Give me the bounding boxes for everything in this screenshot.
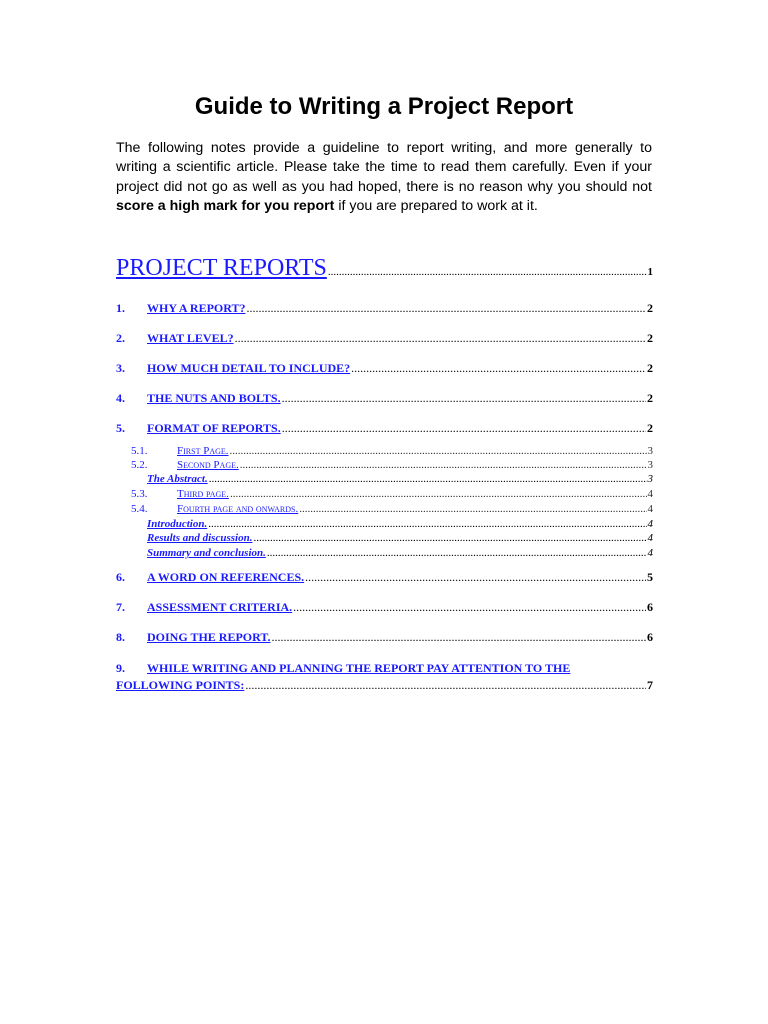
- toc-number: 9.: [116, 661, 125, 675]
- toc-leader-dots: [267, 547, 647, 559]
- toc-number: 5.1.: [131, 445, 148, 457]
- toc-link-results[interactable]: Results and discussion.: [147, 532, 253, 544]
- toc-link-introduction[interactable]: Introduction.: [147, 518, 208, 530]
- toc-entry-5: [116, 421, 653, 436]
- toc-entry-2: [116, 331, 653, 346]
- toc-entry-text: A WORD ON REFERENCES.: [147, 570, 305, 584]
- toc-leader-dots: [305, 570, 646, 585]
- toc-page-number: 6: [647, 630, 653, 644]
- toc-entry-9-line1: [116, 660, 653, 677]
- toc-leader-dots: [272, 630, 647, 645]
- intro-paragraph: [116, 139, 652, 216]
- toc-page-number: 4: [647, 532, 653, 544]
- toc-link-2[interactable]: [116, 331, 234, 346]
- toc-leader-dots: [240, 459, 647, 471]
- toc-page-number: 6: [647, 600, 653, 614]
- toc-page-number: 1: [647, 266, 653, 278]
- toc-page-number: 2: [647, 361, 653, 375]
- toc-link-7[interactable]: [116, 600, 292, 615]
- intro-text-part1: The following notes provide a guideline to report writing, and more generally to writing a scientific article. Please take the time to read them carefully. Even if your project did not go as well as you had hoped, there is no reason why you should not: [116, 140, 652, 195]
- toc-entry-text: Third page.: [177, 488, 229, 500]
- toc-leader-dots: [282, 421, 646, 436]
- document-title: Guide to Writing a Project Report: [194, 93, 574, 120]
- toc-leader-dots: [328, 266, 647, 278]
- toc-page-number: 4: [647, 547, 653, 559]
- toc-link-4[interactable]: [116, 391, 281, 406]
- toc-entry-summary: [147, 547, 653, 559]
- toc-number: 6.: [116, 570, 125, 584]
- toc-entry-5-3: [131, 488, 653, 500]
- toc-link-5-3[interactable]: [131, 488, 229, 500]
- toc-number: 5.4.: [131, 503, 148, 515]
- toc-page-number: 2: [647, 421, 653, 435]
- toc-entry-9: [116, 660, 653, 694]
- toc-number: 7.: [116, 600, 125, 614]
- toc-entry-introduction: [147, 518, 653, 530]
- toc-number: 2.: [116, 331, 125, 345]
- toc-link-6[interactable]: [116, 570, 304, 585]
- toc-entry-text: WHAT LEVEL?: [147, 331, 234, 345]
- toc-number: 5.3.: [131, 488, 148, 500]
- toc-number: 8.: [116, 630, 125, 644]
- toc-link-5-1[interactable]: [131, 445, 229, 457]
- toc-leader-dots: [208, 518, 646, 530]
- toc-number: 3.: [116, 361, 125, 375]
- toc-entry-text: DOING THE REPORT.: [147, 630, 271, 644]
- toc-entry-text: First Page.: [177, 445, 229, 457]
- toc-leader-dots: [253, 532, 646, 544]
- toc-leader-dots: [209, 473, 647, 485]
- toc-leader-dots: [230, 445, 647, 457]
- toc-entry-5-1: [131, 445, 653, 457]
- toc-page-number: 2: [647, 301, 653, 315]
- toc-leader-dots: [245, 677, 646, 694]
- toc-leader-dots: [293, 600, 646, 615]
- toc-link-1[interactable]: [116, 301, 245, 316]
- toc-page-number: 4: [647, 503, 653, 515]
- toc-entry-results: [147, 532, 653, 544]
- toc-link-abstract[interactable]: The Abstract.: [147, 473, 208, 485]
- toc-entry-5-2: [131, 459, 653, 471]
- toc-entry-7: [116, 600, 653, 615]
- toc-leader-dots: [282, 391, 646, 406]
- toc-link-3[interactable]: [116, 361, 350, 376]
- toc-leader-dots: [230, 488, 647, 500]
- toc-leader-dots: [235, 331, 646, 346]
- toc-entry-text: ASSESSMENT CRITERIA.: [147, 600, 293, 614]
- toc-page-number: 7: [647, 678, 653, 692]
- toc-page-number: 2: [647, 331, 653, 345]
- toc-leader-dots: [351, 361, 646, 376]
- toc-link-9[interactable]: [116, 661, 570, 675]
- toc-page-number: 3: [647, 445, 653, 457]
- toc-leader-dots: [246, 301, 646, 316]
- toc-entry-8: [116, 630, 653, 645]
- toc-entry-text: WHY A REPORT?: [147, 301, 246, 315]
- toc-entry-6: [116, 570, 653, 585]
- toc-number: 5.: [116, 421, 125, 435]
- toc-entry-text: Fourth page and onwards.: [177, 503, 299, 515]
- toc-entry-1: [116, 301, 653, 316]
- toc-entry-text: HOW MUCH DETAIL TO INCLUDE?: [147, 361, 351, 375]
- toc-number: 1.: [116, 301, 125, 315]
- toc-page-number: 2: [647, 391, 653, 405]
- toc-page-number: 4: [647, 488, 653, 500]
- toc-leader-dots: [299, 503, 646, 515]
- toc-entry-4: [116, 391, 653, 406]
- toc-page-number: 3: [647, 459, 653, 471]
- toc-entry-text: FORMAT OF REPORTS.: [147, 421, 281, 435]
- toc-entry-abstract: [147, 473, 653, 485]
- toc-link-5-2[interactable]: [131, 459, 239, 471]
- toc-number: 5.2.: [131, 459, 148, 471]
- toc-page-number: 3: [647, 473, 653, 485]
- toc-heading-link[interactable]: PROJECT REPORTS: [116, 255, 327, 281]
- intro-text-part2: if you are prepared to work at it.: [334, 197, 538, 214]
- toc-number: 4.: [116, 391, 125, 405]
- toc-link-5-4[interactable]: [131, 503, 298, 515]
- toc-link-5[interactable]: [116, 421, 281, 436]
- toc-link-8[interactable]: [116, 630, 271, 645]
- toc-page-number: 4: [647, 518, 653, 530]
- toc-entry-3: [116, 361, 653, 376]
- toc-entry-text: Second Page.: [177, 459, 239, 471]
- intro-text-bold: score a high mark for you report: [116, 197, 335, 214]
- toc-heading-entry: [116, 255, 653, 282]
- toc-link-9-continued[interactable]: FOLLOWING POINTS:: [116, 678, 245, 692]
- toc-page-number: 5: [647, 570, 653, 584]
- toc-entry-text: WHILE WRITING AND PLANNING THE REPORT PAY ATTENTION TO THE: [147, 661, 571, 675]
- toc-entry-9-line2: [116, 677, 653, 694]
- toc-link-summary[interactable]: Summary and conclusion.: [147, 547, 266, 559]
- toc-entry-5-4: [131, 503, 653, 515]
- toc-entry-text: THE NUTS AND BOLTS.: [147, 391, 281, 405]
